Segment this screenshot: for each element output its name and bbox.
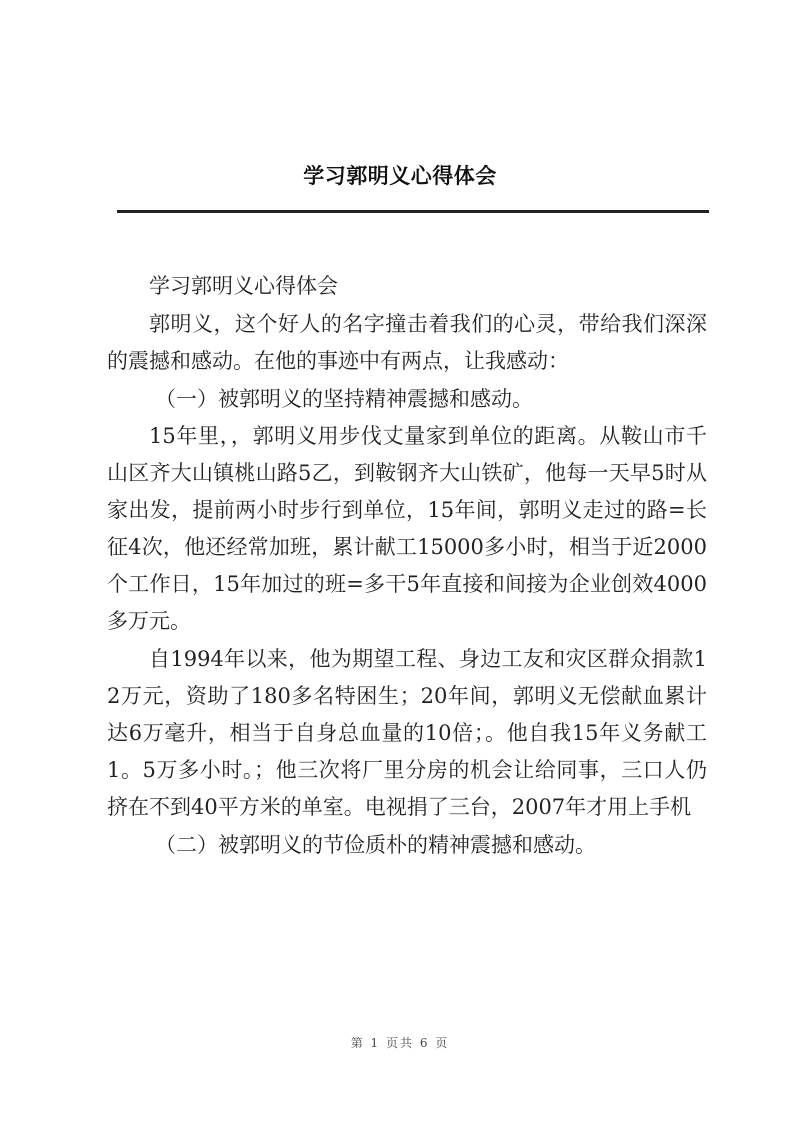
- intro-paragraph: 郭明义，这个好人的名字撞击着我们的心灵，带给我们深深的震撼和感动。在他的事迹中有两点，让我感动：: [107, 312, 707, 373]
- section-heading-2: （二）被郭明义的节俭质朴的精神震撼和感动。: [155, 833, 596, 857]
- page-number-footer: 第 1 页共 6 页: [350, 1036, 450, 1050]
- title-divider: [117, 210, 709, 213]
- body-paragraph: 自1994年以来，他为期望工程、身边工友和灾区群众捐款12万元，资助了180多名特困生；20年间，郭明义无偿献血累计达6万毫升，相当于自身总血量的10倍；。他自我15年义务献工1。5万多小时。；他三次将厂里分房的机会让给同事，三口人仍挤在不到40平方米的单室。电视捐了三台，2007年才用上手机: [107, 647, 707, 819]
- document-body: [107, 268, 707, 864]
- section-heading-1: （一）被郭明义的坚持精神震撼和感动。: [155, 387, 533, 411]
- body-heading: 学习郭明义心得体会: [149, 274, 338, 298]
- document-title: 学习郭明义心得体会: [303, 164, 497, 188]
- body-paragraph: 15年里，，郭明义用步伐丈量家到单位的距离。从鞍山市千山区齐大山镇桃山路5乙，到鞍钢齐大山铁矿，他每一天早5时从家出发，提前两小时步行到单位，15年间，郭明义走过的路=长征4次，他还经常加班，累计献工15000多小时，相当于近2000个工作日，15年加过的班=多干5年直接和间接为企业创效4000多万元。: [107, 424, 707, 633]
